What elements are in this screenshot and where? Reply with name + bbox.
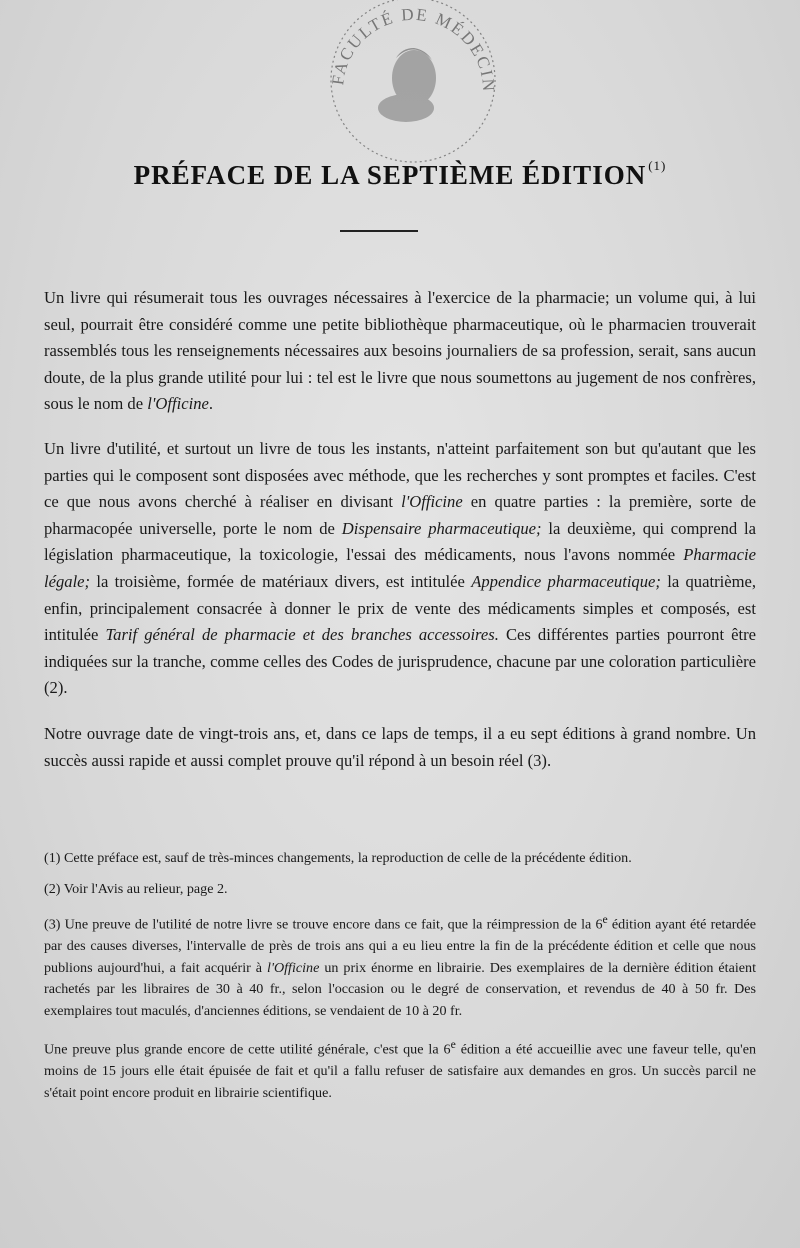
paragraph-1: Un livre qui résumerait tous les ouvrages nécessaires à l'exercice de la pharmacie; un volume qui, à lui seul, pourrait être considéré comme une petite bibliothèque pharmaceutique, où le pharmacien trouverait rassemblés tous les renseignements nécessaires aux besoins journaliers de sa profession, serait, sans aucun doute, de la plus grande utilité pour lui : tel est le livre que nous soumettons au jugement de nos confrères, sous le nom de l'Officine. (44, 288, 756, 414)
title-footnote-mark: (1) (648, 158, 667, 173)
footnotes (44, 848, 756, 1113)
page-title: PRÉFACE DE LA SEPTIÈME ÉDITION $^{(1)}$ (133, 158, 667, 190)
footnote-2: (2) Voir l'Avis au relieur, page 2. (44, 880, 228, 897)
footnote-3: (3) Une preuve de l'utilité de notre livre se trouve encore dans ce fait, que la réimpression de la 6e édition ayant été retardée par des causes diverses, l'intervalle de près de trois ans qui a eu lieu entre la fin de la précédente édition et celle que nous publions aujourd'hui, a fait acquérir à l'Officine un prix énorme en librairie. Des exemplaires de la dernière édition étaient rachetés par les libraires de 30 à 40 fr., selon l'occasion ou le degré de conservation, et revendus de 40 à 50 fr. Des exemplaires tout maculés, d'anciennes éditions, se vendaient de 10 à 20 fr. (44, 913, 756, 1019)
footnote-3-continued: Une preuve plus grande encore de cette utilité générale, c'est que la 6e édition a été accueillie avec une faveur telle, qu'en moins de 15 jours elle était épuisée de fait et qu'il a fallu refuser de satisfaire aux demandes en gros. Un succès parcil ne s'était point encore produit en librairie scientifique. (44, 1038, 756, 1101)
body-text (44, 285, 756, 792)
stamp-text: FACULTÉ DE MÉDECIN (328, 4, 499, 94)
title-divider (340, 230, 418, 232)
paragraph-2: Un livre d'utilité, et surtout un livre de tous les instants, n'atteint parfaitement son but qu'autant que les parties qui le composent sont disposées avec méthode, que les recherches y sont promptes et faciles. C'est ce que nous avons cherché à réaliser en divisant l'Officine en quatre parties : la première, sorte de pharmacopée universelle, porte le nom de Dispensaire pharmaceutique; la deuxième, qui comprend la législation pharmaceutique, la toxicologie, l'essai des médicaments, nous l'avons nommée Pharmacie légale; la troisième, formée de matériaux divers, est intitulée Appendice pharmaceutique; la quatrième, enfin, principalement consacrée à donner le prix de vente des médicaments simples et composés, est intitulée Tarif général de pharmacie et des branches accessoires. Ces différentes parties pourront être indiquées sur la tranche, comme celles des Codes de jurisprudence, chacune par une coloration particulière (2). (44, 438, 757, 698)
paragraph-3: Notre ouvrage date de vingt-trois ans, et, dans ce laps de temps, il a eu sept éditions à grand nombre. Un succès aussi rapide et aussi complet prouve qu'il répond à un besoin réel (3). (44, 723, 756, 770)
title-block (0, 160, 800, 191)
footnote-1: (1) Cette préface est, sauf de très-minces changements, la reproduction de celle de la précédente édition. (44, 850, 632, 866)
stamp-portrait-icon (378, 48, 436, 122)
library-stamp (318, 0, 508, 170)
